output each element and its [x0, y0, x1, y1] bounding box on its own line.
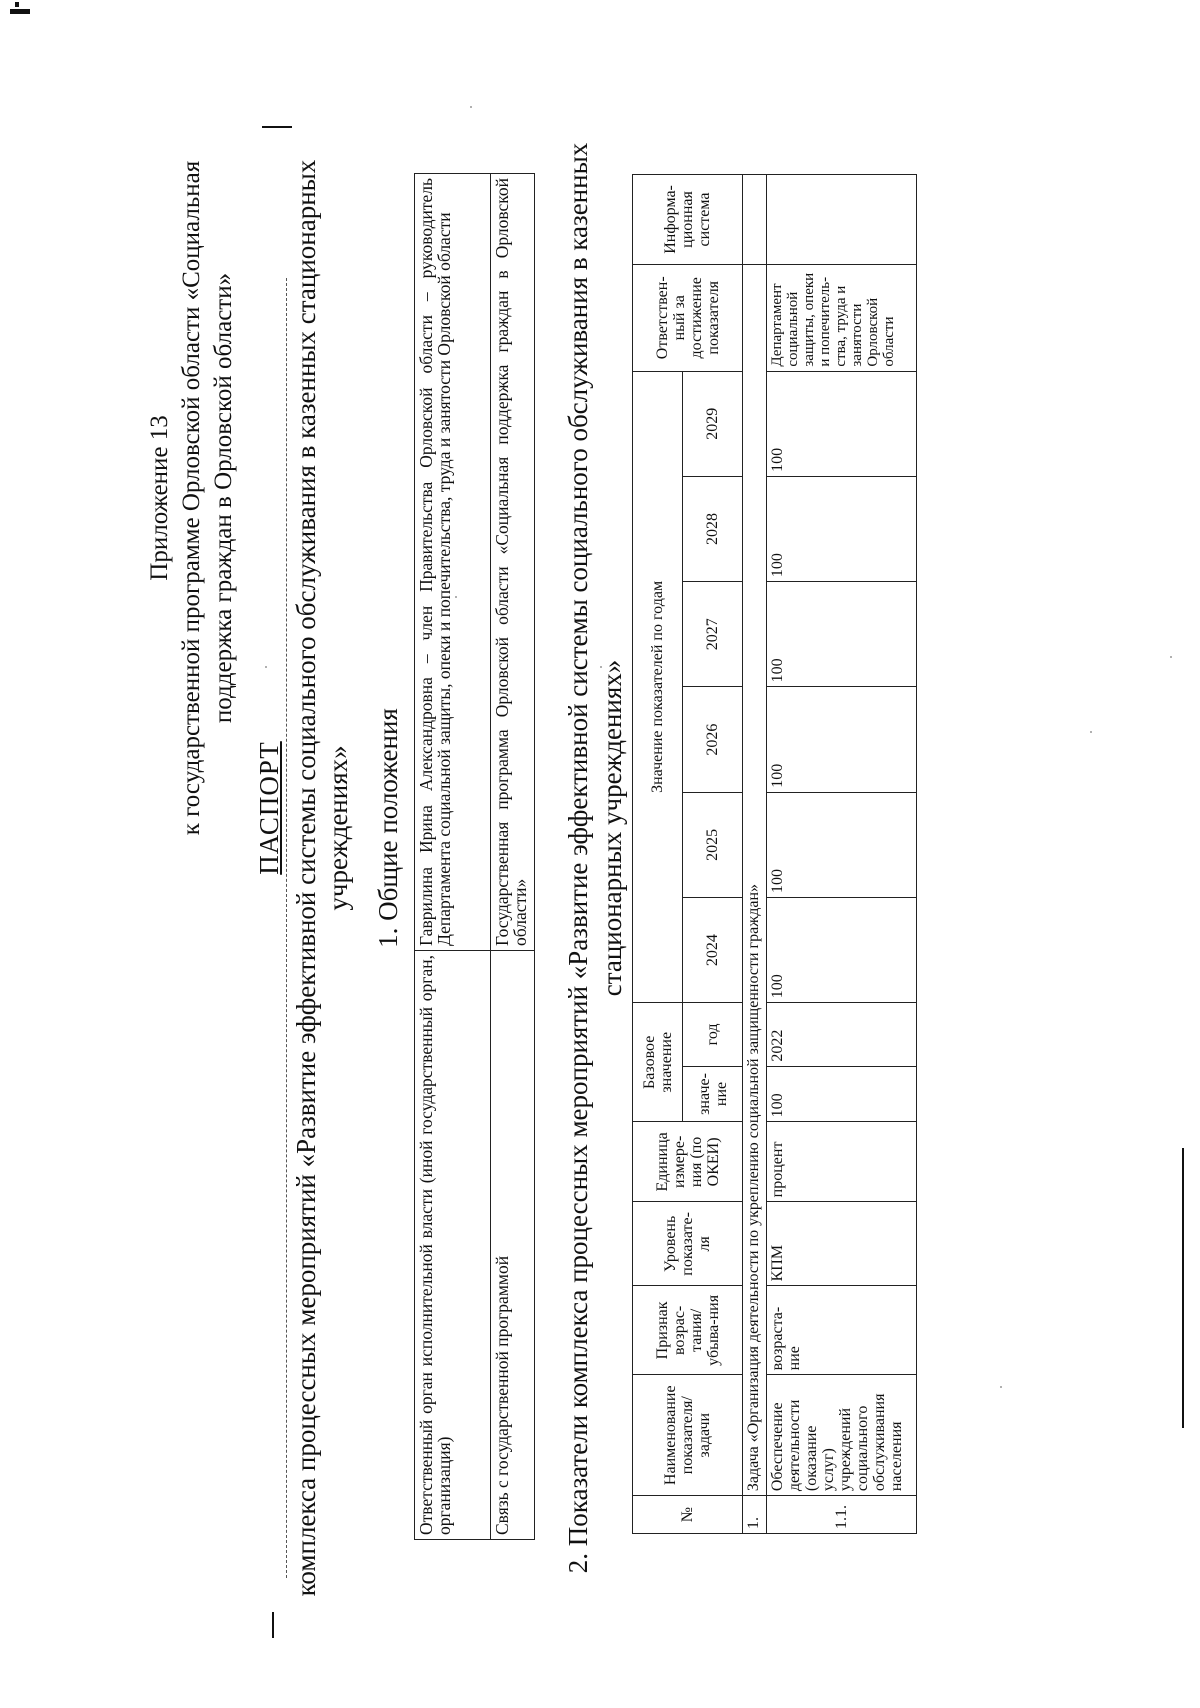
table-row: [767, 175, 917, 1534]
header-year: 2025: [683, 792, 743, 897]
row-name: Обеспечение деятельности (оказание услуг) учреждений социального обслуживания населения: [767, 1375, 917, 1496]
header-base-value: значе-ние: [683, 1066, 743, 1122]
header-year: 2024: [683, 897, 743, 1002]
row-value: 100: [767, 897, 917, 1002]
margin-mark: [262, 126, 292, 128]
passport-line-2: учреждениях»: [323, 745, 353, 911]
indicators-table: [632, 174, 917, 1534]
general-info-table: [414, 173, 535, 1540]
row-unit: процент: [767, 1122, 917, 1202]
scan-edge-mark: [15, 2, 19, 7]
row-value: 100: [767, 476, 917, 581]
row-value: 100: [767, 687, 917, 792]
margin-rule: [1182, 1148, 1184, 1428]
header-base: Базовое значение: [633, 1003, 683, 1122]
scan-speck: [265, 666, 267, 668]
task-row: [743, 175, 767, 1534]
scan-speck: [1090, 731, 1092, 733]
passport-title: [254, 728, 285, 888]
task-num: 1.: [743, 1496, 767, 1534]
scan-speck: [470, 106, 472, 108]
header-info-system: Информа-ционная система: [633, 175, 743, 265]
general-info-value: Гаврилина Ирина Александровна – член Правительства Орловской области – руководитель Департамента социальной защиты, опеки и попечительства, труда и занятости Орловской области: [415, 174, 491, 951]
header-base-year: год: [683, 1003, 743, 1066]
row-value: 100: [767, 371, 917, 476]
table-row: [415, 174, 491, 1540]
scan-speck: [1000, 1386, 1002, 1388]
passport-line-1: комплекса процессных мероприятий «Развитие эффективной системы социального обслуживания в казенных стационарных: [291, 159, 321, 1597]
scan-speck: [1170, 656, 1172, 658]
general-info-label: Связь с государственной программой: [491, 951, 535, 1540]
table-header-row: [633, 175, 683, 1534]
header-responsible: Ответствен-ный за достижение показателя: [633, 264, 743, 371]
task-text: Задача «Организация деятельности по укреплению социальной защищенности граждан»: [743, 264, 767, 1495]
header-unit: Единица измере-ния (по ОКЕИ): [633, 1122, 743, 1202]
header-year: 2026: [683, 687, 743, 792]
header-num: №: [633, 1496, 743, 1534]
scan-edge-mark: [10, 9, 30, 14]
row-info-system: [767, 175, 917, 265]
section-1-heading: 1. Общие положения: [373, 708, 403, 948]
section-2-heading-line-2: стационарных учреждениях»: [597, 659, 627, 997]
row-value: 100: [767, 792, 917, 897]
row-base-year: 2022: [767, 1003, 917, 1066]
row-level: КПМ: [767, 1202, 917, 1286]
header-name: Наименование показателя/задачи: [633, 1375, 743, 1496]
row-value: 100: [767, 582, 917, 687]
header-sign: Признак возрас-тания/ убыва-ния: [633, 1286, 743, 1375]
margin-mark: [272, 1612, 274, 1638]
general-info-value: Государственная программа Орловской области «Социальная поддержка граждан в Орловской области»: [491, 174, 535, 951]
header-year: 2029: [683, 371, 743, 476]
row-responsible: Департамент социальной защиты, опеки и попечитель-ства, труда и занятости Орловской области: [767, 264, 917, 371]
header-values-by-year: Значение показателей по годам: [633, 371, 683, 1003]
dashed-rule: [286, 278, 287, 1578]
table-row: [491, 174, 535, 1540]
row-base-value: 100: [767, 1066, 917, 1122]
header-year: 2027: [683, 582, 743, 687]
passport-word: ПАСПОРТ: [254, 741, 284, 875]
task-empty-cell: [743, 175, 767, 265]
appendix-line-2: поддержка граждан в Орловской области»: [210, 272, 237, 724]
row-num: 1.1.: [767, 1496, 917, 1534]
appendix-title: Приложение 13: [146, 415, 173, 581]
general-info-label: Ответственный орган исполнительной власти (иной государственный орган, организация): [415, 951, 491, 1540]
header-level: Уровень показате-ля: [633, 1202, 743, 1286]
appendix-line-1: к государственной программе Орловской области «Социальная: [178, 160, 205, 836]
row-sign: возраста-ние: [767, 1286, 917, 1375]
appendix-block: [144, 148, 240, 848]
header-year: 2028: [683, 476, 743, 581]
section-2-heading-line-1: 2. Показатели комплекса процессных мероприятий «Развитие эффективной системы социального обслуживания в казенных: [563, 142, 593, 1574]
